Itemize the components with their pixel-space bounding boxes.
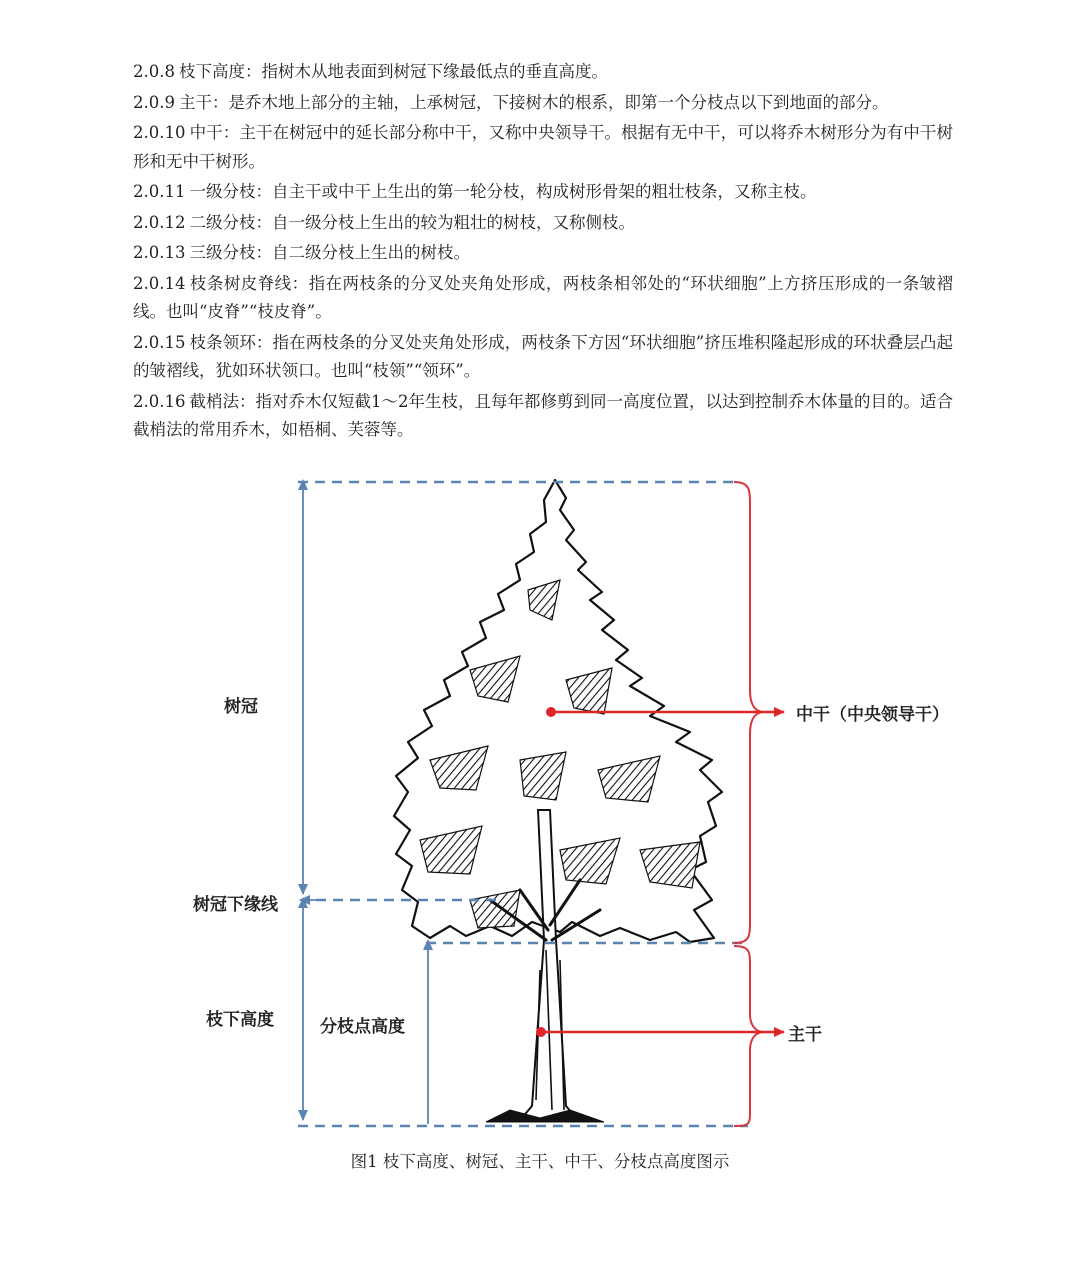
label-clear-height: 枝下高度 [206, 1010, 274, 1030]
definitions-list [133, 58, 953, 447]
central-leader-point [546, 707, 556, 717]
definition-code: 2.0.10 [133, 123, 186, 142]
definition-text: 枝条领环：指在两枝条的分叉处夹角处形成，两枝条下方因“环状细胞”挤压堆积隆起形成的环状叠层凸起的皱褶线，犹如环状领口。也叫“枝领”“领环”。 [133, 332, 953, 380]
tree-diagram [0, 470, 1080, 1190]
definition-text: 三级分枝：自二级分枝上生出的树枝。 [189, 243, 470, 262]
definition-code: 2.0.13 [133, 243, 186, 262]
definition-code: 2.0.14 [133, 273, 186, 293]
definition-text: 一级分枝：自主干或中干上生出的第一轮分枝，构成树形骨架的粗壮枝条，又称主枝。 [189, 182, 817, 201]
main-trunk-point [536, 1027, 546, 1037]
definition-code: 2.0.12 [133, 212, 186, 232]
definition-code: 2.0.15 [133, 332, 186, 352]
definition-text: 枝条树皮脊线：指在两枝条的分叉处夹角处形成，两枝条相邻处的“环状细胞”上方挤压形成的一条皱褶线。也叫“皮脊”“枝皮脊”。 [133, 273, 953, 321]
definition-code: 2.0.11 [133, 182, 186, 201]
definition-item [133, 178, 953, 207]
definition-item [133, 270, 953, 327]
definition-text: 枝下高度：指树木从地表面到树冠下缘最低点的垂直高度。 [178, 62, 608, 81]
tree-diagram-canvas [0, 470, 1080, 1190]
definition-item [133, 239, 953, 268]
definition-item [133, 329, 953, 386]
figure-caption: 图1 枝下高度、树冠、主干、中干、分枝点高度图示 [350, 1152, 730, 1171]
label-branch-point-height: 分枝点高度 [320, 1017, 405, 1037]
definition-text: 主干：是乔木地上部分的主轴，上承树冠，下接树木的根系，即第一个分枝点以下到地面的部分。 [178, 92, 889, 112]
definition-item [133, 89, 953, 118]
label-central-leader: 中干（中央领导干） [796, 705, 949, 725]
braces [734, 482, 764, 1126]
definition-item [133, 119, 953, 176]
definition-item [133, 209, 953, 238]
label-crown-lower-edge: 树冠下缘线 [193, 895, 278, 915]
definition-item [133, 58, 953, 87]
trunk-brace [734, 946, 764, 1126]
definition-item [133, 388, 953, 445]
label-main-trunk: 主干 [788, 1025, 822, 1045]
definition-code: 2.0.16 [133, 391, 186, 411]
definition-text: 截梢法：指对乔木仅短截1～2年生枝，且每年都修剪到同一高度位置，以达到控制乔木体量的目的。适合截梢法的常用乔木，如梧桐、芙蓉等。 [133, 391, 953, 439]
definition-text: 中干：主干在树冠中的延长部分称中干，又称中央领导干。根据有无中干，可以将乔木树形分为有中干树形和无中干树形。 [133, 123, 953, 171]
definition-code: 2.0.9 [133, 92, 175, 112]
definition-code: 2.0.8 [133, 62, 175, 81]
definition-text: 二级分枝：自一级分枝上生出的较为粗壮的树枝，又称侧枝。 [189, 212, 635, 232]
label-crown: 树冠 [224, 697, 258, 717]
